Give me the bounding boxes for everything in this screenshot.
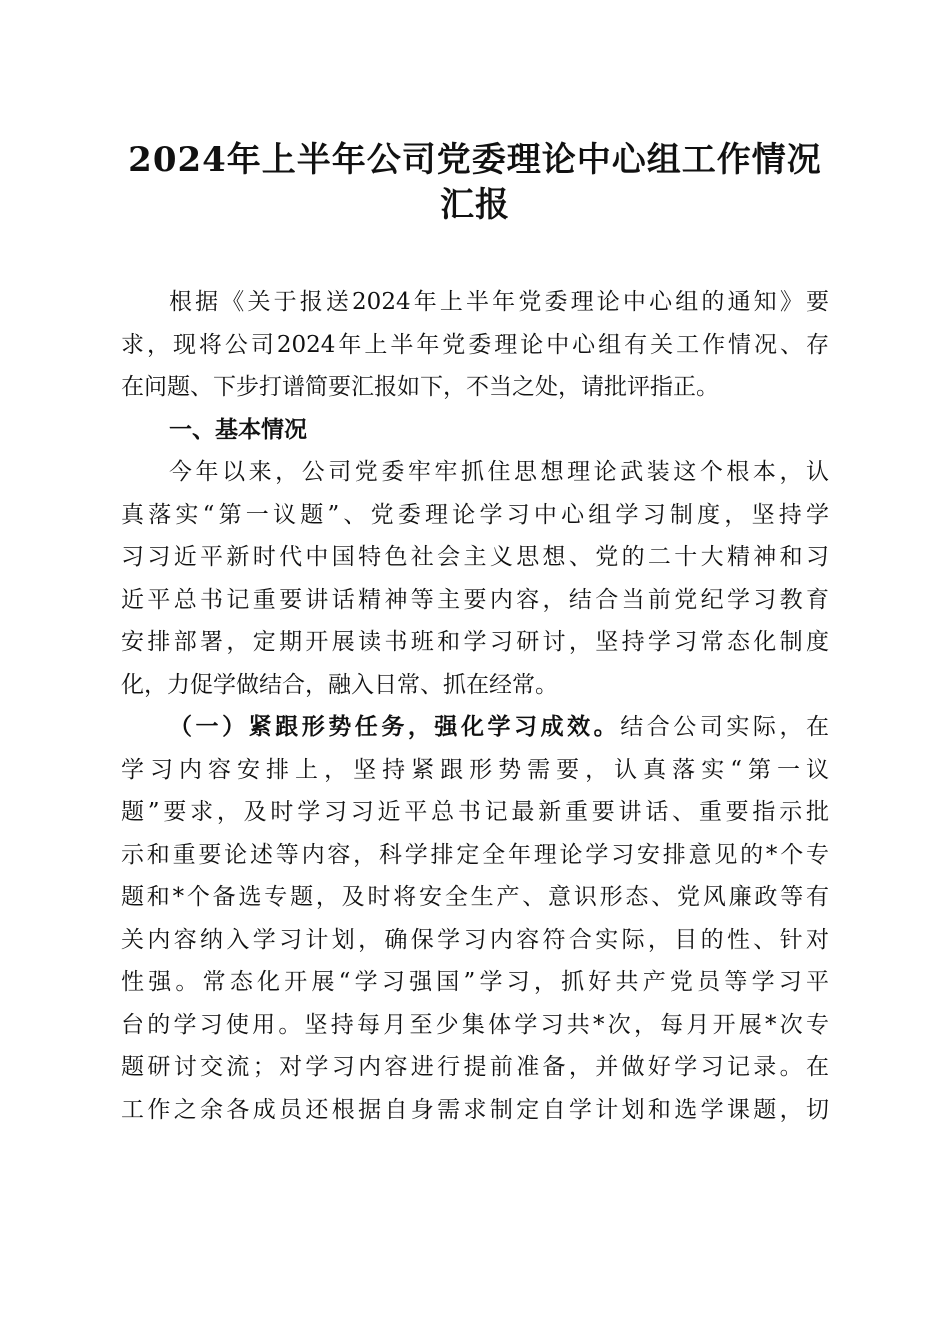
paragraph-line: 化，力促学做结合，融入日常、抓在经常。	[121, 671, 558, 698]
paragraph-line: 示和重要论述等内容，科学排定全年理论学习安排意见的*个专	[121, 841, 829, 868]
section-heading: 一、基本情况	[169, 416, 307, 443]
paragraph-line: 台的学习使用。坚持每月至少集体学习共*次，每月开展*次专	[121, 1011, 829, 1038]
paragraph-line: 近平总书记重要讲话精神等主要内容，结合当前党纪学习教育	[121, 586, 829, 613]
paragraph-line: 根据《关于报送2024年上半年党委理论中心组的通知》要	[169, 289, 829, 315]
paragraph-line: 题”要求，及时学习习近平总书记最新重要讲话、重要指示批	[121, 799, 829, 825]
paragraph-line: 关内容纳入学习计划，确保学习内容符合实际，目的性、针对	[121, 926, 829, 953]
paragraph-line: 习习近平新时代中国特色社会主义思想、党的二十大精神和习	[121, 544, 829, 570]
paragraph-line: 工作之余各成员还根据自身需求制定自学计划和选学课题，切	[121, 1096, 829, 1123]
paragraph-line: 真落实“第一议题”、党委理论学习中心组学习制度，坚持学	[121, 501, 829, 528]
document-title-continuation: 汇报	[440, 185, 510, 225]
document-body	[121, 281, 829, 1131]
paragraph-line: 题和*个备选专题，及时将安全生产、意识形态、党风廉政等有	[121, 884, 829, 910]
paragraph-text: 结合公司实际，在	[620, 714, 829, 740]
paragraph-line: 安排部署，定期开展读书班和学习研讨，坚持学习常态化制度	[121, 629, 829, 655]
paragraph-line: 题研讨交流；对学习内容进行提前准备，并做好学习记录。在	[121, 1054, 829, 1080]
paragraph-line: 今年以来，公司党委牢牢抓住思想理论武装这个根本，认	[169, 459, 829, 485]
subsection-heading: （一）紧跟形势任务，强化学习成效。	[169, 714, 621, 740]
document-title: 2024年上半年公司党委理论中心组工作情况	[128, 140, 822, 180]
paragraph-line-with-subheading	[121, 706, 829, 749]
paragraph-line: 求，现将公司2024年上半年党委理论中心组有关工作情况、存	[121, 331, 829, 358]
paragraph-line: 性强。常态化开展“学习强国”学习，抓好共产党员等学习平	[121, 969, 829, 995]
paragraph-line: 学习内容安排上，坚持紧跟形势需要，认真落实“第一议	[121, 756, 829, 783]
paragraph-line: 在问题、下步打谱简要汇报如下，不当之处，请批评指正。	[121, 374, 719, 400]
